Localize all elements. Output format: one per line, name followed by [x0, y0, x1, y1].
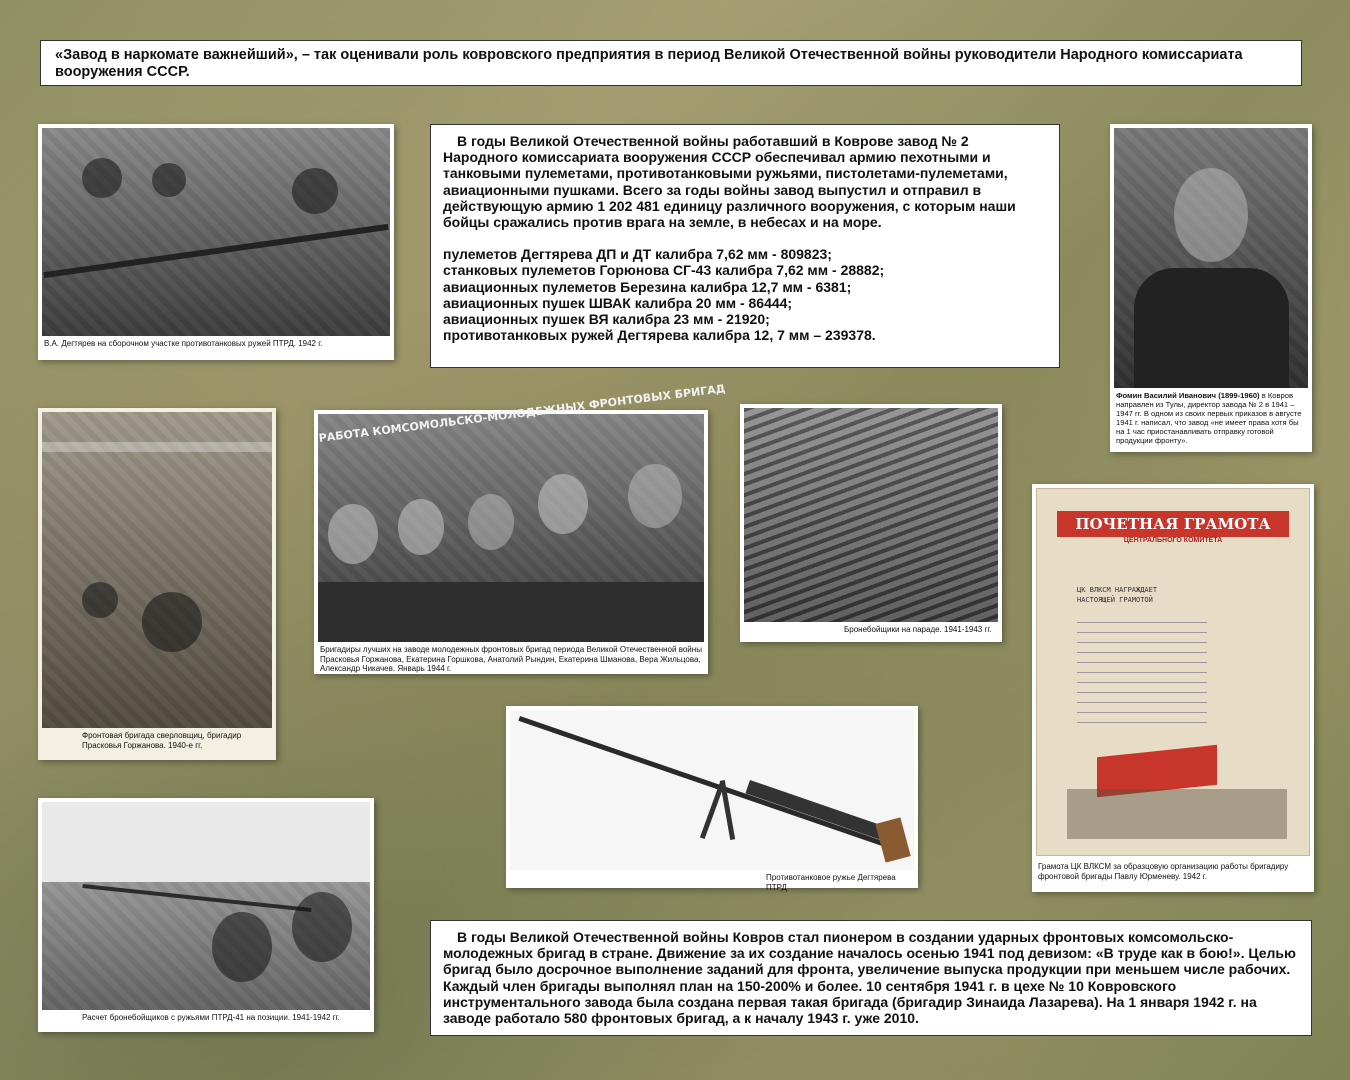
intro-paragraph: В годы Великой Отечественной войны работавший в Коврове завод № 2 Народного комиссариата вооружения СССР обеспечивал армию пехотными и танковыми пулеметами, противотанковыми ружьями, пистолетами-пулеметами, авиационными пушками. Всего за годы войны завод выпустил и отправил в действующую армию 1 202 481 единицу различного вооружения, с которым наши бойцы сражались против врага на земле, в небесах и на море. [443, 133, 1016, 231]
gramota-award: ЦК ВЛКСМ НАГРАЖДАЕТ НАСТОЯЩЕЙ ГРАМОТОЙ [1077, 586, 1158, 604]
photo-crew [38, 798, 374, 1032]
brigadiers-banner: РАБОТА КОМСОМОЛЬСКО-МОЛОДЕЖНЫХ ФРОНТОВЫХ БРИГАД [318, 382, 727, 445]
production-item: пулеметов Дегтярева ДП и ДТ калибра 7,62 мм - 809823; [443, 246, 832, 263]
photo-degtyarev-image [42, 128, 390, 336]
photo-rifle-caption: Противотанковое ружье Дегтярева ПТРД [766, 873, 896, 892]
gramota-subtitle: ЦЕНТРАЛЬНОГО КОМИТЕТА [1123, 537, 1223, 544]
gramota-title: ПОЧЕТНАЯ ГРАМОТА [1057, 511, 1289, 537]
production-item: авиационных пушек ВЯ калибра 23 мм - 21920; [443, 311, 770, 328]
production-list [443, 246, 1047, 343]
bottom-paragraph: В годы Великой Отечественной войны Ковров стал пионером в создании ударных фронтовых комсомольско-молодежных бригад в стране. Движение за их создание началось осенью 1941 под девизом: «В труде как в бою!». Целью бригад было досрочное выполнение заданий для фронта, увеличение выпуска продукции при меньшем числе рабочих. Каждый член бригады выполнял план на 150-200% и более. 10 сентября 1941 г. в цехе № 10 Ковровского инструментального завода была создана первая такая бригада (бригадир Зинаида Лазарева). На 1 января 1942 г. на заводе работало 580 фронтовых бригад, а к началу 1943 г. уже 2010. [443, 929, 1296, 1027]
bottom-panel [430, 920, 1312, 1036]
photo-fomin-image [1114, 128, 1308, 388]
photo-rifle [506, 706, 918, 892]
photo-gramota [1032, 484, 1314, 892]
fomin-bio: в Ковров направлен из Тулы, директор завода № 2 в 1941 –1947 гг. В одном из своих первых приказов в августе 1941 г. написал, что завод «не имеет права хотя бы на 1 час приостанавливать отправку готовой продукции фронту». [1116, 391, 1302, 445]
production-item: авиационных пулеметов Березина калибра 12,7 мм - 6381; [443, 278, 852, 295]
photo-drillers-image [42, 412, 272, 728]
photo-parade-image [744, 408, 998, 622]
photo-crew-caption: Расчет бронебойщиков с ружьями ПТРД-41 на позиции. 1941-1942 гг. [82, 1013, 340, 1022]
photo-fomin-caption [1114, 388, 1308, 445]
photo-crew-image [42, 802, 370, 1010]
photo-degtyarev [38, 124, 394, 360]
photo-gramota-image [1036, 488, 1310, 856]
photo-rifle-image [510, 710, 914, 870]
production-item: противотанковых ружей Дегтярева калибра 12, 7 мм – 239378. [443, 327, 876, 344]
photo-brigadiers [314, 382, 727, 674]
photo-gramota-caption: Грамота ЦК ВЛКСМ за образцовую организацию работы бригадиру фронтовой бригады Павлу Юрменеву. 1942 г. [1038, 862, 1289, 881]
photo-drillers-caption: Фронтовая бригада сверловщиц, бригадир Прасковья Горжанова. 1940-е гг. [82, 731, 242, 750]
intro-panel [430, 124, 1060, 368]
photo-brigadiers-caption: Бригадиры лучших на заводе молодежных фронтовых бригад периода Великой Отечественной войны Прасковья Горжанова, Екатерина Горшкова, Анатолий Рындин, Екатерина Шманова, Вера Жильцова, Александр Чикачев. Январь 1944 г. [320, 645, 702, 673]
photo-parade [740, 404, 1002, 642]
photo-fomin [1110, 124, 1312, 452]
photo-drillers [38, 408, 276, 760]
photo-brigadiers-image [318, 382, 727, 642]
photo-degtyarev-caption: В.А. Дегтярев на сборочном участке противотанковых ружей ПТРД. 1942 г. [44, 339, 323, 348]
header-panel [40, 40, 1302, 86]
header-text: «Завод в наркомате важнейший», – так оценивали роль ковровского предприятия в период Великой Отечественной войны руководители Народного комиссариата вооружения СССР. [55, 47, 1243, 80]
fomin-name: Фомин Василий Иванович (1899-1960) [1116, 391, 1260, 400]
production-item: станковых пулеметов Горюнова СГ-43 калибра 7,62 мм - 28882; [443, 262, 885, 279]
photo-parade-caption: Бронебойщики на параде. 1941-1943 гг. [844, 625, 992, 634]
production-item: авиационных пушек ШВАК калибра 20 мм - 86444; [443, 294, 793, 311]
